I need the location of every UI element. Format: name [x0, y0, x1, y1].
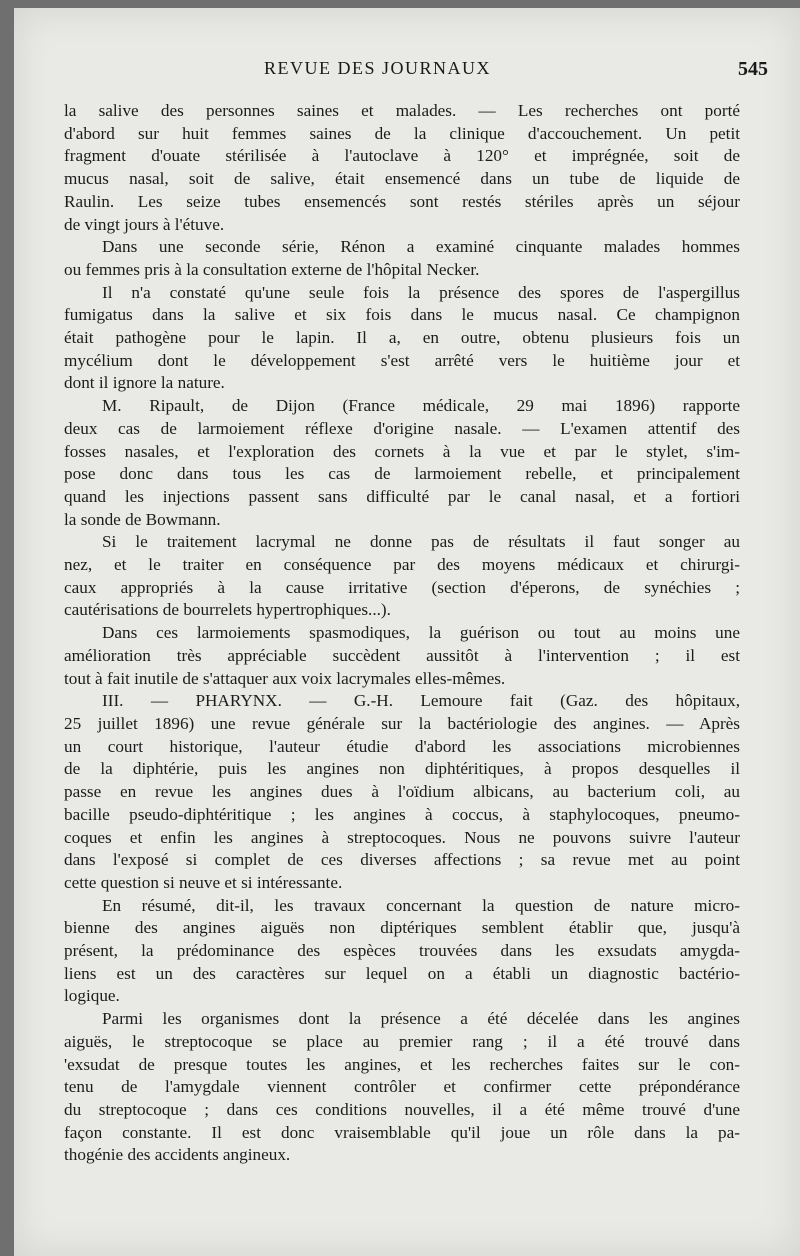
text-line: dont il ignore la nature.	[64, 373, 225, 393]
paragraph-ripault	[64, 395, 740, 531]
paragraph-larmoiements	[64, 622, 740, 690]
text-line: tenu de l'amygdale viennent contrôler et confirmer cette prépondérance	[64, 1077, 740, 1097]
text-line: mucus nasal, soit de salive, était ensemencé dans un tube de liquide de	[64, 169, 740, 189]
text-line: Raulin. Les seize tubes ensemencés sont restés stériles après un séjour	[64, 191, 740, 211]
text-line: bacille pseudo-diphtéritique ; les angines à coccus, à staphylocoques, pneumo-	[64, 804, 740, 824]
text-line: pose donc dans tous les cas de larmoiement rebelle, et principalement	[64, 464, 740, 484]
text-line: 'exsudat de presque toutes les angines, et les recherches faites sur le con-	[64, 1054, 740, 1074]
text-line: la sonde de Bowmann.	[64, 509, 221, 529]
text-line: Parmi les organismes dont la présence a été décelée dans les angines	[102, 1009, 740, 1029]
text-line: du streptocoque ; dans ces conditions nouvelles, il a été même trouvé d'une	[64, 1099, 740, 1119]
text-line: nez, et le traiter en conséquence par des moyens médicaux et chirurgi-	[64, 555, 740, 575]
text-line: passe en revue les angines dues à l'oïdium albicans, au bacterium coli, au	[64, 782, 740, 802]
paragraph-traitement	[64, 531, 740, 622]
text-line: fumigatus dans la salive et six fois dans le mucus nasal. Ce champignon	[64, 305, 740, 325]
paragraph-salive	[64, 100, 740, 236]
page-header	[14, 58, 800, 88]
text-line: En résumé, dit-il, les travaux concernant la question de nature micro-	[102, 895, 740, 915]
text-line: coques et enfin les angines à streptocoques. Nous ne pouvons suivre l'auteur	[64, 827, 740, 847]
body-text	[64, 100, 740, 1167]
text-line: caux appropriés à la cause irritative (section d'éperons, de synéchies ;	[64, 577, 740, 597]
text-line: un court historique, l'auteur étudie d'abord les associations microbiennes	[64, 736, 740, 756]
text-line: de la diphtérie, puis les angines non diphtéritiques, à propos desquelles il	[64, 759, 740, 779]
text-line: la salive des personnes saines et malades. — Les recherches ont porté	[64, 101, 740, 120]
paragraph-pharynx	[64, 690, 740, 894]
paragraph-aspergillus	[64, 282, 740, 396]
text-line: amélioration très appréciable succèdent aussitôt à l'intervention ; il est	[64, 645, 740, 665]
paragraph-resume	[64, 895, 740, 1009]
text-line: Dans ces larmoiements spasmodiques, la guérison ou tout au moins une	[102, 623, 740, 643]
text-line: Dans une seconde série, Rénon a examiné cinquante malades hommes	[102, 237, 740, 257]
text-line: thogénie des accidents angineux.	[64, 1145, 291, 1165]
text-line: présent, la prédominance des espèces trouvées dans les exsudats amygda-	[64, 941, 740, 961]
text-line: logique.	[64, 986, 120, 1006]
text-line: était pathogène pour le lapin. Il a, en outre, obtenu plusieurs fois un	[64, 328, 740, 348]
page-number: 545	[738, 58, 768, 80]
text-line: quand les injections passent sans difficulté par le canal nasal, et a fortiori	[64, 486, 740, 506]
text-line: 25 juillet 1896) une revue générale sur la bactériologie des angines. — Après	[64, 713, 740, 733]
paragraph-seconde-serie	[64, 236, 740, 281]
text-line: Si le traitement lacrymal ne donne pas de résultats il faut songer au	[102, 532, 740, 552]
running-head: REVUE DES JOURNAUX	[264, 58, 492, 78]
text-line: dans l'exposé si complet de ces diverses affections ; sa revue met au point	[64, 850, 740, 870]
text-line: M. Ripault, de Dijon (France médicale, 29 mai 1896) rapporte	[102, 396, 740, 416]
section-heading-line: III. — PHARYNX. — G.-H. Lemoure fait (Gaz. des hôpitaux,	[102, 691, 740, 711]
text-line: deux cas de larmoiement réflexe d'origine nasale. — L'examen attentif des	[64, 418, 740, 438]
text-line: liens est un des caractères sur lequel on a établi un diagnostic bactério-	[64, 963, 740, 983]
text-line: aiguës, le streptocoque se place au premier rang ; il a été trouvé dans	[64, 1031, 740, 1051]
text-line: cautérisations de bourrelets hypertrophiques...).	[64, 600, 391, 620]
text-line: façon constante. Il est donc vraisemblable qu'il joue un rôle dans la pa-	[64, 1122, 740, 1142]
text-line: ou femmes pris à la consultation externe de l'hôpital Necker.	[64, 259, 480, 279]
document-page	[14, 8, 800, 1256]
text-line: d'abord sur huit femmes saines de la clinique d'accouchement. Un petit	[64, 123, 740, 143]
text-line: fragment d'ouate stérilisée à l'autoclave à 120° et imprégnée, soit de	[64, 146, 740, 166]
text-line: tout à fait inutile de s'attaquer aux voix lacrymales elles-mêmes.	[64, 668, 506, 688]
paragraph-organismes	[64, 1008, 740, 1167]
text-line: cette question si neuve et si intéressante.	[64, 872, 343, 892]
text-line: fosses nasales, et l'exploration des cornets à la vue et par le stylet, s'im-	[64, 441, 740, 461]
text-line: bienne des angines aiguës non diptériques semblent établir que, jusqu'à	[64, 918, 740, 938]
text-line: de vingt jours à l'étuve.	[64, 214, 225, 234]
text-line: mycélium dont le développement s'est arrêté vers le huitième jour et	[64, 350, 740, 370]
text-line: Il n'a constaté qu'une seule fois la présence des spores de l'aspergillus	[102, 282, 740, 302]
